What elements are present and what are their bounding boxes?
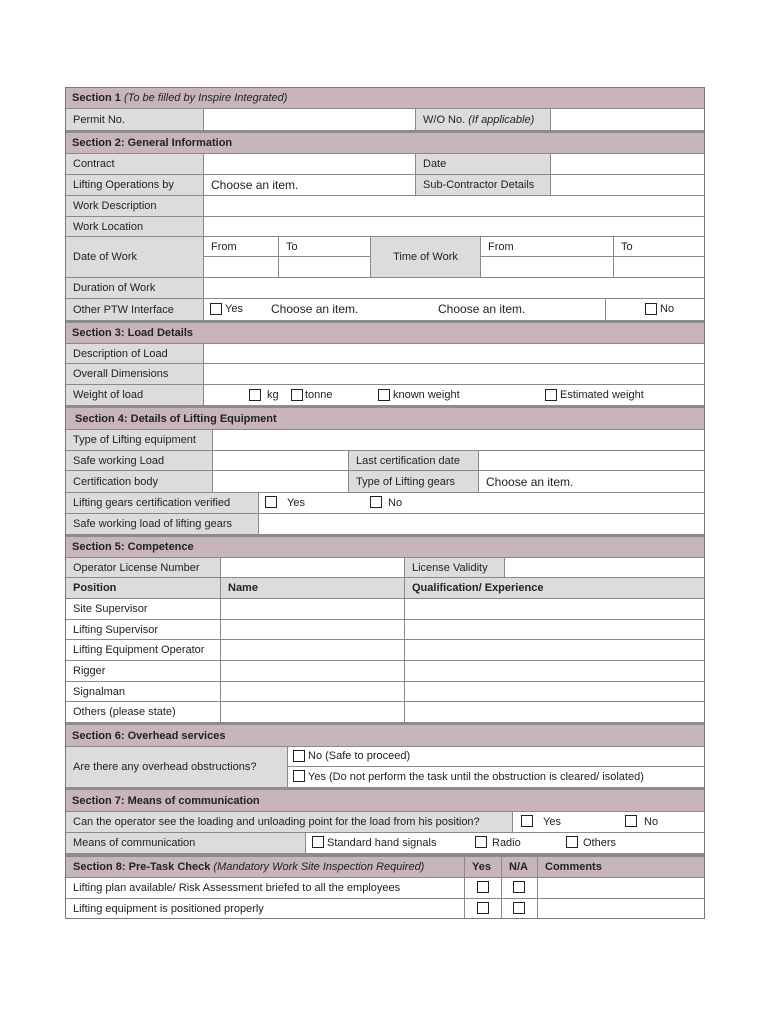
known-weight-checkbox[interactable] xyxy=(378,389,390,401)
gears-verified-row xyxy=(258,492,705,513)
pretask-yes-checkbox[interactable] xyxy=(477,881,489,893)
overhead-no-label: No (Safe to proceed) xyxy=(308,750,411,762)
date-to-field[interactable] xyxy=(278,256,370,277)
date-label: Date xyxy=(415,153,550,174)
hand-signals-label: Standard hand signals xyxy=(327,836,437,849)
gears-verified-no-checkbox[interactable] xyxy=(370,496,382,508)
lifting-operations-by-label: Lifting Operations by xyxy=(65,174,203,195)
operator-license-number-label: Operator License Number xyxy=(65,557,220,577)
pretask-comments-field[interactable] xyxy=(537,898,705,919)
date-from-field[interactable] xyxy=(203,256,278,277)
pretask-na-checkbox[interactable] xyxy=(513,902,525,914)
comments-column-header: Comments xyxy=(537,856,705,877)
wo-no-text: W/O No. xyxy=(423,113,466,126)
permit-no-field[interactable] xyxy=(203,108,415,130)
swl-lifting-gears-label: Safe working load of lifting gears xyxy=(65,513,258,534)
pretask-yes-checkbox[interactable] xyxy=(477,902,489,914)
description-of-load-field[interactable] xyxy=(203,343,705,363)
certification-body-label: Certification body xyxy=(65,470,212,492)
estimated-weight-label: Estimated weight xyxy=(560,388,644,401)
known-weight-label: known weight xyxy=(393,388,460,401)
section-1-title: Section 1 xyxy=(72,91,121,104)
name-field[interactable] xyxy=(220,598,404,619)
safe-working-load-field[interactable] xyxy=(212,450,348,470)
weight-tonne-checkbox[interactable] xyxy=(291,389,303,401)
radio-checkbox[interactable] xyxy=(475,836,487,848)
visibility-no-label: No xyxy=(644,815,659,828)
lifting-operations-by-select[interactable]: Choose an item. xyxy=(203,174,415,195)
contract-field[interactable] xyxy=(203,153,415,174)
date-to-label: To xyxy=(278,236,370,256)
wo-no-field[interactable] xyxy=(550,108,705,130)
visibility-no-checkbox[interactable] xyxy=(625,815,637,827)
wo-no-label xyxy=(415,108,550,130)
position-lifting-supervisor: Lifting Supervisor xyxy=(65,619,220,639)
section-5-header: Section 5: Competence xyxy=(65,534,705,557)
work-location-label: Work Location xyxy=(65,216,203,236)
position-others: Others (please state) xyxy=(65,701,220,722)
ptw-interface-row xyxy=(203,298,605,320)
license-validity-label: License Validity xyxy=(404,557,504,577)
operator-visibility-row xyxy=(512,811,705,832)
ptw-yes-checkbox[interactable] xyxy=(210,303,222,315)
name-field[interactable] xyxy=(220,681,404,701)
section-1-note: (To be filled by Inspire Integrated) xyxy=(123,91,288,104)
work-location-field[interactable] xyxy=(203,216,705,236)
date-from-label: From xyxy=(203,236,278,256)
position-column-header: Position xyxy=(65,577,220,598)
lifting-equipment-type-field[interactable] xyxy=(212,429,705,450)
license-validity-field[interactable] xyxy=(504,557,705,577)
weight-kg-label: kg xyxy=(267,388,279,401)
operator-visibility-question: Can the operator see the loading and unloading point for the load from his position? xyxy=(65,811,512,832)
ptw-interface-label: Other PTW Interface xyxy=(65,298,203,320)
type-of-lifting-gears-select[interactable]: Choose an item. xyxy=(478,470,705,492)
time-from-label: From xyxy=(480,236,613,256)
name-field[interactable] xyxy=(220,639,404,660)
ptw-no-label: No xyxy=(660,303,675,315)
yes-column-header: Yes xyxy=(464,856,501,877)
overall-dimensions-label: Overall Dimensions xyxy=(65,363,203,384)
swl-lifting-gears-field[interactable] xyxy=(258,513,705,534)
pretask-item-lifting-plan: Lifting plan available/ Risk Assessment briefed to all the employees xyxy=(65,877,464,898)
date-of-work-label: Date of Work xyxy=(65,236,203,277)
ptw-select-2[interactable]: Choose an item. xyxy=(438,302,526,316)
qualification-field[interactable] xyxy=(404,619,705,639)
work-description-label: Work Description xyxy=(65,195,203,216)
na-column-header: N/A xyxy=(501,856,537,877)
gears-verified-yes-label: Yes xyxy=(287,496,305,509)
section-8-title: Section 8: Pre-Task Check xyxy=(73,861,211,873)
position-lifting-equipment-operator: Lifting Equipment Operator xyxy=(65,639,220,660)
last-certification-date-field[interactable] xyxy=(478,450,705,470)
overhead-no-checkbox[interactable] xyxy=(293,750,305,762)
wo-no-note: (If applicable) xyxy=(468,113,535,126)
hand-signals-checkbox[interactable] xyxy=(312,836,324,848)
time-of-work-label: Time of Work xyxy=(370,236,480,277)
section-1-header xyxy=(65,87,705,108)
pretask-item-equipment-positioned: Lifting equipment is positioned properly xyxy=(65,898,464,919)
gears-verified-label: Lifting gears certification verified xyxy=(65,492,258,513)
name-field[interactable] xyxy=(220,701,404,722)
others-label: Others xyxy=(583,836,617,849)
name-field[interactable] xyxy=(220,660,404,681)
certification-body-field[interactable] xyxy=(212,470,348,492)
means-of-communication-label: Means of communication xyxy=(65,832,305,853)
permit-no-label: Permit No. xyxy=(65,108,203,130)
work-description-field[interactable] xyxy=(203,195,705,216)
qualification-field[interactable] xyxy=(404,660,705,681)
date-field[interactable] xyxy=(550,153,705,174)
visibility-yes-checkbox[interactable] xyxy=(521,815,533,827)
time-from-field[interactable] xyxy=(480,256,613,277)
duration-field[interactable] xyxy=(203,277,705,298)
section-2-header: Section 2: General Information xyxy=(65,130,705,153)
qualification-field[interactable] xyxy=(404,639,705,660)
name-column-header: Name xyxy=(220,577,404,598)
qualification-field[interactable] xyxy=(404,598,705,619)
section-6-header: Section 6: Overhead services xyxy=(65,722,705,746)
lifting-equipment-type-label: Type of Lifting equipment xyxy=(65,429,212,450)
contract-label: Contract xyxy=(65,153,203,174)
overhead-yes-label: Yes (Do not perform the task until the obstruction is cleared/ isolated) xyxy=(308,770,644,783)
overhead-yes-checkbox[interactable] xyxy=(293,770,305,782)
overall-dimensions-field[interactable] xyxy=(203,363,705,384)
section-3-header: Section 3: Load Details xyxy=(65,320,705,343)
radio-label: Radio xyxy=(492,836,521,849)
section-4-header: Section 4: Details of Lifting Equipment xyxy=(65,405,705,429)
subcontractor-field[interactable] xyxy=(550,174,705,195)
weight-tonne-label: tonne xyxy=(305,388,333,401)
visibility-yes-label: Yes xyxy=(543,815,561,828)
ptw-yes-label: Yes xyxy=(225,303,243,315)
qualification-field[interactable] xyxy=(404,701,705,722)
position-rigger: Rigger xyxy=(65,660,220,681)
gears-verified-no-label: No xyxy=(388,496,403,509)
time-to-field[interactable] xyxy=(613,256,705,277)
safe-working-load-label: Safe working Load xyxy=(65,450,212,470)
ptw-select-1[interactable]: Choose an item. xyxy=(271,302,359,316)
ptw-no-checkbox[interactable] xyxy=(645,303,657,315)
description-of-load-label: Description of Load xyxy=(65,343,203,363)
estimated-weight-checkbox[interactable] xyxy=(545,389,557,401)
overhead-question-label: Are there any overhead obstructions? xyxy=(65,746,287,787)
name-field[interactable] xyxy=(220,619,404,639)
section-8-note: (Mandatory Work Site Inspection Required) xyxy=(213,861,425,873)
others-checkbox[interactable] xyxy=(566,836,578,848)
lifting-permit-form xyxy=(65,87,705,919)
time-to-label: To xyxy=(613,236,705,256)
pretask-na-checkbox[interactable] xyxy=(513,881,525,893)
subcontractor-label: Sub-Contractor Details xyxy=(415,174,550,195)
operator-license-number-field[interactable] xyxy=(220,557,404,577)
duration-label: Duration of Work xyxy=(65,277,203,298)
section-8-title-cell xyxy=(65,856,464,877)
section-7-header: Section 7: Means of communication xyxy=(65,787,705,811)
type-of-lifting-gears-label: Type of Lifting gears xyxy=(348,470,478,492)
last-certification-date-label: Last certification date xyxy=(348,450,478,470)
pretask-comments-field[interactable] xyxy=(537,877,705,898)
position-signalman: Signalman xyxy=(65,681,220,701)
qualification-column-header: Qualification/ Experience xyxy=(404,577,705,598)
weight-kg-checkbox[interactable] xyxy=(249,389,261,401)
weight-of-load-label: Weight of load xyxy=(65,384,203,405)
qualification-field[interactable] xyxy=(404,681,705,701)
position-site-supervisor: Site Supervisor xyxy=(65,598,220,619)
gears-verified-yes-checkbox[interactable] xyxy=(265,496,277,508)
